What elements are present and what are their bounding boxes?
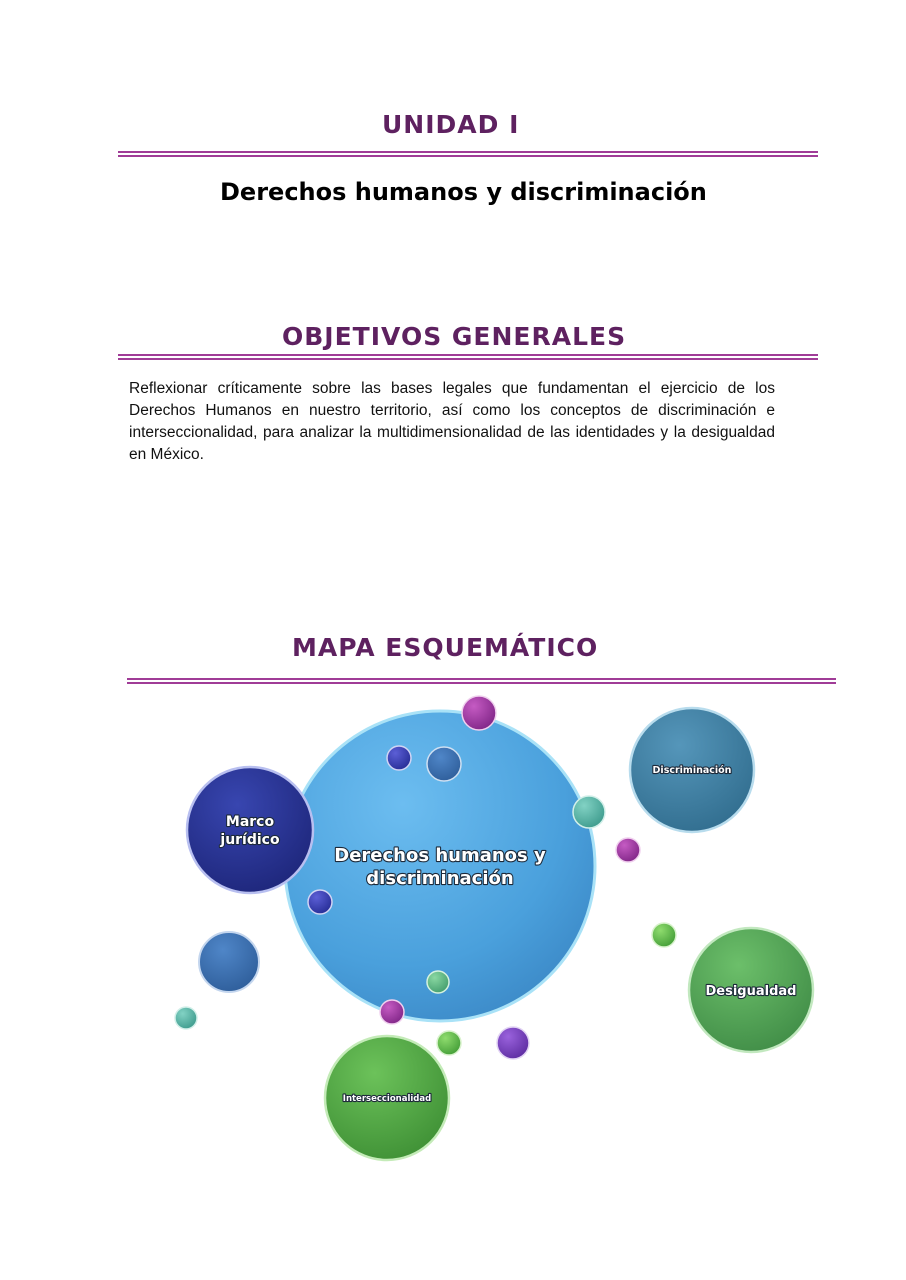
decorative-bubble [175, 1007, 197, 1029]
map-title: MAPA ESQUEMÁTICO [292, 633, 599, 662]
unit-title: UNIDAD I [382, 110, 520, 139]
decorative-bubble [462, 696, 496, 730]
decorative-bubble [573, 796, 605, 828]
interseccionalidad-label: Interseccionalidad [342, 1094, 432, 1104]
discriminacion-bubble [630, 708, 754, 832]
decorative-bubble [497, 1027, 529, 1059]
decorative-bubble [437, 1031, 461, 1055]
decorative-bubble [199, 932, 259, 992]
decorative-bubble [387, 746, 411, 770]
desigualdad-bubble [689, 928, 813, 1052]
center-bubble-label-2: discriminación [366, 868, 514, 889]
decorative-bubble [427, 747, 461, 781]
marco-juridico-bubble [187, 767, 313, 893]
marco-juridico-label-2: jurídico [220, 832, 280, 848]
unit-subtitle: Derechos humanos y discriminación [220, 178, 707, 206]
decorative-bubble [427, 971, 449, 993]
decorative-bubble [652, 923, 676, 947]
marco-juridico-label-1: Marco [225, 814, 275, 830]
decorative-bubble [308, 890, 332, 914]
discriminacion-label: Discriminación [652, 765, 732, 776]
decorative-bubble [380, 1000, 404, 1024]
interseccionalidad-bubble [325, 1036, 449, 1160]
desigualdad-label: Desigualdad [705, 984, 797, 999]
decorative-bubble [616, 838, 640, 862]
objectives-title: OBJETIVOS GENERALES [282, 322, 627, 351]
center-bubble-label-1: Derechos humanos y [334, 845, 546, 866]
objectives-paragraph: Reflexionar críticamente sobre las bases legales que fundamentan el ejercicio de los Derechos Humanos en nuestro territorio, así como los conceptos de discriminación e interseccionalidad, para analizar la multidimensionalidad de las identidades y la desigualdad en México. [129, 380, 775, 463]
